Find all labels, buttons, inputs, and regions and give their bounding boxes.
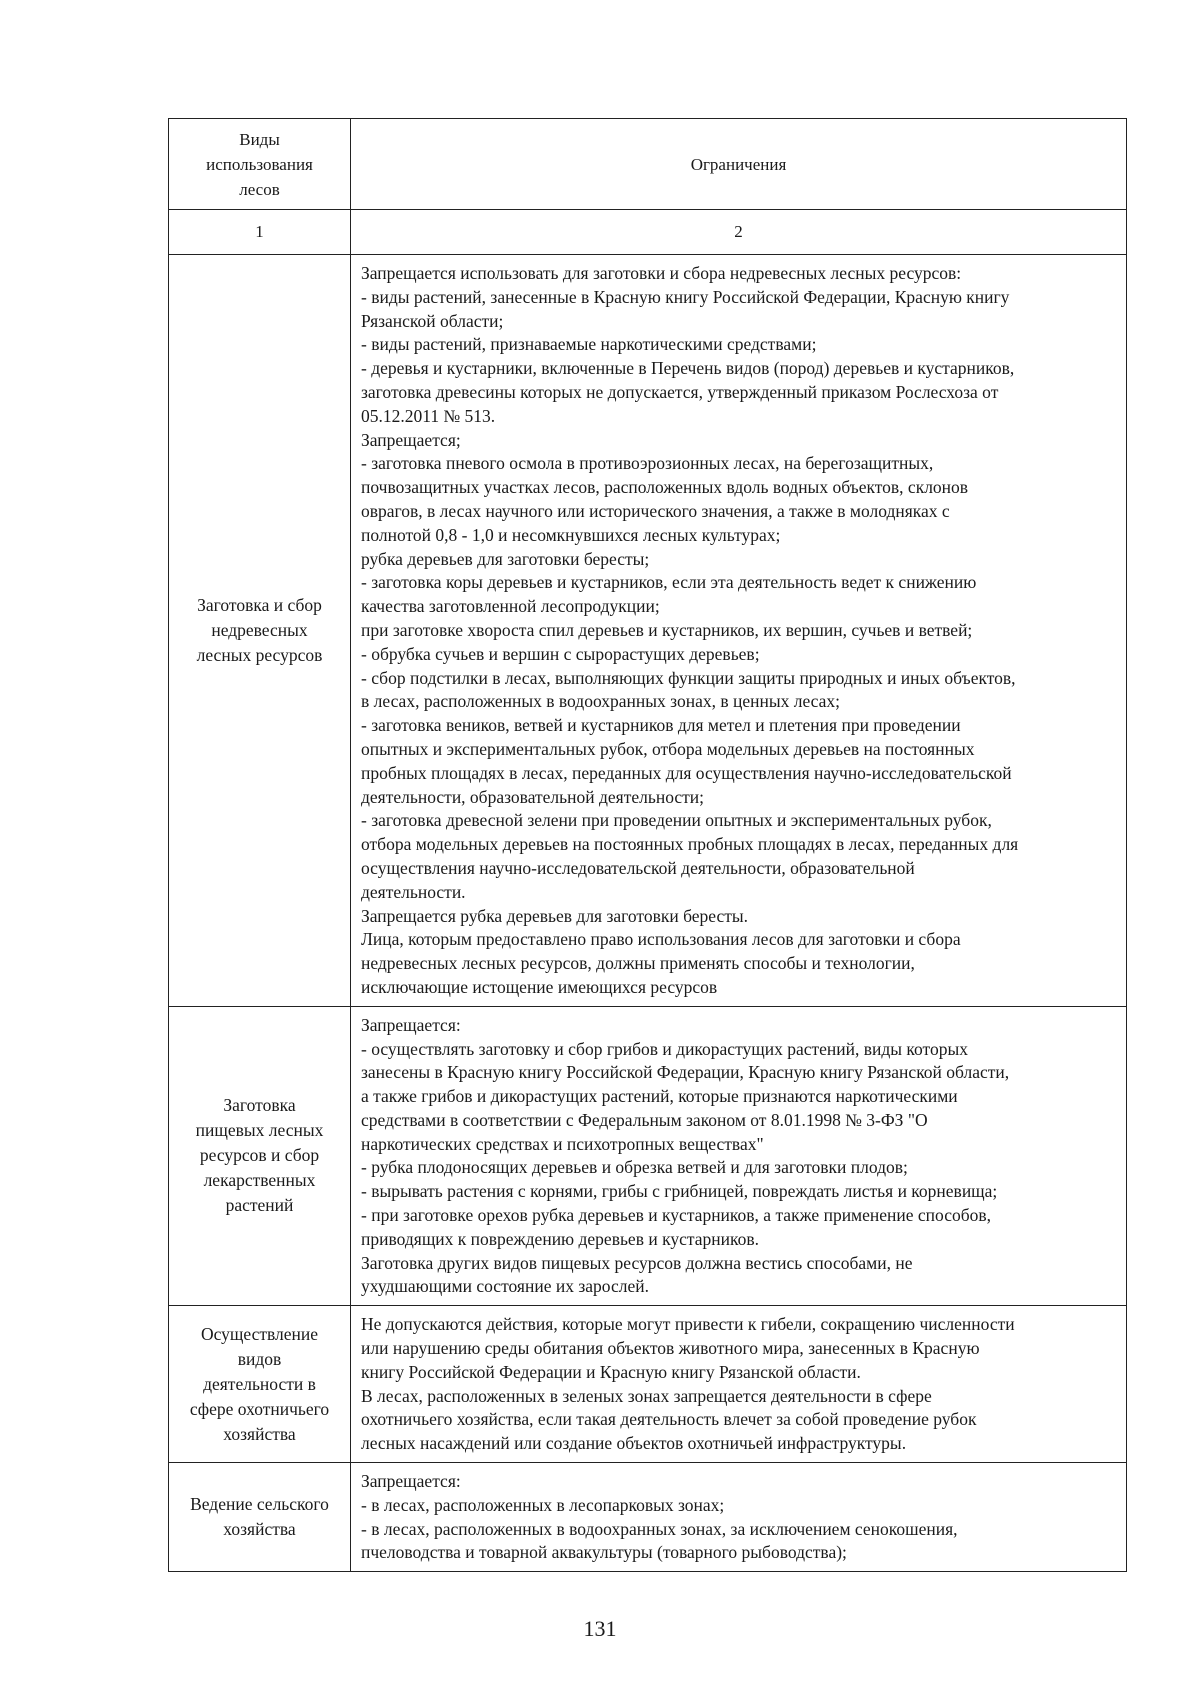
header-restrictions: Ограничения <box>351 119 1127 210</box>
restriction-line: почвозащитных участках лесов, расположенных вдоль водных объектов, склонов <box>361 477 969 498</box>
restriction-line: Рязанской области; <box>361 310 504 331</box>
usage-type-line: деятельности в <box>203 1373 316 1394</box>
restriction-line: ухудшающими состояние их зарослей. <box>361 1276 649 1297</box>
restriction-line: Запрещается рубка деревьев для заготовки бересты. <box>361 905 749 926</box>
restriction-line: оврагов, в лесах научного или исторического значения, а также в молодняках с <box>361 500 950 521</box>
restriction-line: Запрещается использовать для заготовки и сбора недревесных лесных ресурсов: <box>361 263 962 283</box>
restriction-line: книгу Российской Федерации и Красную книгу Рязанской области. <box>361 1361 861 1382</box>
restrictions-cell <box>351 1463 1127 1572</box>
usage-type-line: растений <box>225 1195 294 1216</box>
usage-type-line: хозяйства <box>223 1519 296 1540</box>
restriction-line: средствами в соответствии с Федеральным законом от 8.01.1998 № 3-ФЗ "О <box>361 1109 928 1130</box>
usage-type-line: хозяйства <box>223 1423 296 1444</box>
restriction-line: лесных насаждений или создание объектов охотничьей инфраструктуры. <box>361 1433 907 1454</box>
restriction-line: Запрещается: <box>361 1014 461 1035</box>
restriction-line: качества заготовленной лесопродукции; <box>361 596 660 617</box>
usage-type-line: Заготовка и сбор <box>197 594 322 615</box>
restriction-line: приводящих к повреждению деревьев и кустарников. <box>361 1228 759 1249</box>
restrictions-cell <box>351 1006 1127 1306</box>
restriction-line: при заготовке хвороста спил деревьев и кустарников, их вершин, сучьев и ветвей; <box>361 619 973 640</box>
usage-type-line: лесных ресурсов <box>196 644 323 665</box>
header-row <box>169 119 1127 210</box>
header-line: Виды <box>239 129 280 149</box>
restriction-line: - виды растений, признаваемые наркотическими средствами; <box>361 334 817 355</box>
restriction-line: недревесных лесных ресурсов, должны применять способы и технологии, <box>361 953 915 974</box>
restrictions-cell <box>351 255 1127 1007</box>
numbering-row <box>169 210 1127 255</box>
usage-type-cell <box>169 1463 351 1572</box>
header-usage-types <box>169 119 351 210</box>
restriction-line: 05.12.2011 № 513. <box>361 405 496 426</box>
page-number: 131 <box>583 1616 617 1641</box>
usage-type-line: Ведение сельского <box>190 1494 329 1515</box>
restriction-line: охотничьего хозяйства, если такая деятельность влечет за собой проведение рубок <box>361 1409 977 1430</box>
usage-type-line: Заготовка <box>223 1095 296 1116</box>
restriction-line: В лесах, расположенных в зеленых зонах запрещается деятельности в сфере <box>361 1385 932 1406</box>
table-row <box>169 255 1127 1007</box>
restriction-line: деятельности, образовательной деятельности; <box>361 786 705 807</box>
restriction-line: Запрещается; <box>361 429 461 450</box>
restriction-line: рубка деревьев для заготовки бересты; <box>361 548 650 569</box>
usage-type-line: видов <box>237 1348 282 1369</box>
restriction-line: осуществления научно-исследовательской деятельности, образовательной <box>361 857 915 878</box>
usage-type-line: недревесных <box>211 619 308 640</box>
usage-type-line: пищевых лесных <box>195 1120 324 1141</box>
restriction-line: опытных и экспериментальных рубок, отбора модельных деревьев на постоянных <box>361 738 975 759</box>
column-number-2: 2 <box>351 210 1127 255</box>
restriction-line: - заготовка пневого осмола в противоэрозионных лесах, на берегозащитных, <box>361 453 934 474</box>
usage-type-cell <box>169 1006 351 1306</box>
restriction-line: - заготовка древесной зелени при проведении опытных и экспериментальных рубок, <box>361 810 992 831</box>
restriction-line: заготовка древесины которых не допускается, утвержденный приказом Рослесхоза от <box>361 381 999 402</box>
usage-type-line: сфере охотничьего <box>189 1398 330 1419</box>
restriction-line: Лица, которым предоставлено право использования лесов для заготовки и сбора <box>361 929 961 950</box>
restriction-line: - при заготовке орехов рубка деревьев и кустарников, а также применение способов, <box>361 1205 992 1226</box>
restriction-line: Запрещается: <box>361 1471 461 1492</box>
restriction-line: отбора модельных деревьев на постоянных пробных площадях в лесах, переданных для <box>361 834 1019 855</box>
restrictions-table <box>168 118 1127 1572</box>
restriction-line: пробных площадях в лесах, переданных для осуществления научно-исследовательской <box>361 762 1012 783</box>
usage-type-cell <box>169 1306 351 1463</box>
restriction-line: - в лесах, расположенных в водоохранных зонах, за исключением сенокошения, <box>361 1518 958 1539</box>
restriction-line: - осуществлять заготовку и сбор грибов и дикорастущих растений, виды которых <box>361 1038 968 1059</box>
usage-type-line: ресурсов и сбор <box>199 1145 320 1166</box>
restriction-line: - рубка плодоносящих деревьев и обрезка ветвей и для заготовки плодов; <box>361 1157 908 1178</box>
usage-type-cell <box>169 255 351 1007</box>
restriction-line: - виды растений, занесенные в Красную книгу Российской Федерации, Красную книгу <box>361 286 1010 307</box>
header-line: лесов <box>239 179 280 199</box>
usage-type-line: лекарственных <box>203 1170 316 1191</box>
restriction-line: - вырывать растения с корнями, грибы с грибницей, повреждать листья и корневища; <box>361 1181 998 1202</box>
restrictions-cell <box>351 1306 1127 1463</box>
restriction-line: - заготовка коры деревьев и кустарников, если эта деятельность ведет к снижению <box>361 572 977 593</box>
restriction-line: а также грибов и дикорастущих растений, которые признаются наркотическими <box>361 1086 958 1107</box>
restriction-line: исключающие истощение имеющихся ресурсов <box>361 976 718 997</box>
restriction-line: - сбор подстилки в лесах, выполняющих функции защиты природных и иных объектов, <box>361 667 1016 688</box>
restriction-line: - обрубка сучьев и вершин с сырорастущих деревьев; <box>361 643 760 664</box>
restriction-line: деятельности. <box>361 881 466 902</box>
usage-type-line: Осуществление <box>200 1323 319 1344</box>
restriction-line: или нарушению среды обитания объектов животного мира, занесенных в Красную <box>361 1338 980 1359</box>
table-row <box>169 1463 1127 1572</box>
restriction-line: занесены в Красную книгу Российской Федерации, Красную книгу Рязанской области, <box>361 1062 1010 1083</box>
restriction-line: - заготовка веников, ветвей и кустарников для метел и плетения при проведении <box>361 715 961 736</box>
restriction-line: пчеловодства и товарной аквакультуры (товарного рыбоводства); <box>361 1542 847 1563</box>
table-row <box>169 1306 1127 1463</box>
restriction-line: Заготовка других видов пищевых ресурсов должна вестись способами, не <box>361 1252 913 1273</box>
table-row <box>169 1006 1127 1306</box>
restriction-line: - в лесах, расположенных в лесопарковых зонах; <box>361 1494 725 1515</box>
restriction-line: наркотических средствах и психотропных веществах" <box>361 1133 764 1154</box>
restriction-line: Не допускаются действия, которые могут привести к гибели, сокращению численности <box>361 1314 1015 1335</box>
header-line: использования <box>206 154 313 174</box>
column-number-1: 1 <box>169 210 351 255</box>
restriction-line: - деревья и кустарники, включенные в Перечень видов (пород) деревьев и кустарников, <box>361 358 1015 379</box>
restriction-line: в лесах, расположенных в водоохранных зонах, в ценных лесах; <box>361 691 841 712</box>
restriction-line: полнотой 0,8 - 1,0 и несомкнувшихся лесных культурах; <box>361 524 781 545</box>
